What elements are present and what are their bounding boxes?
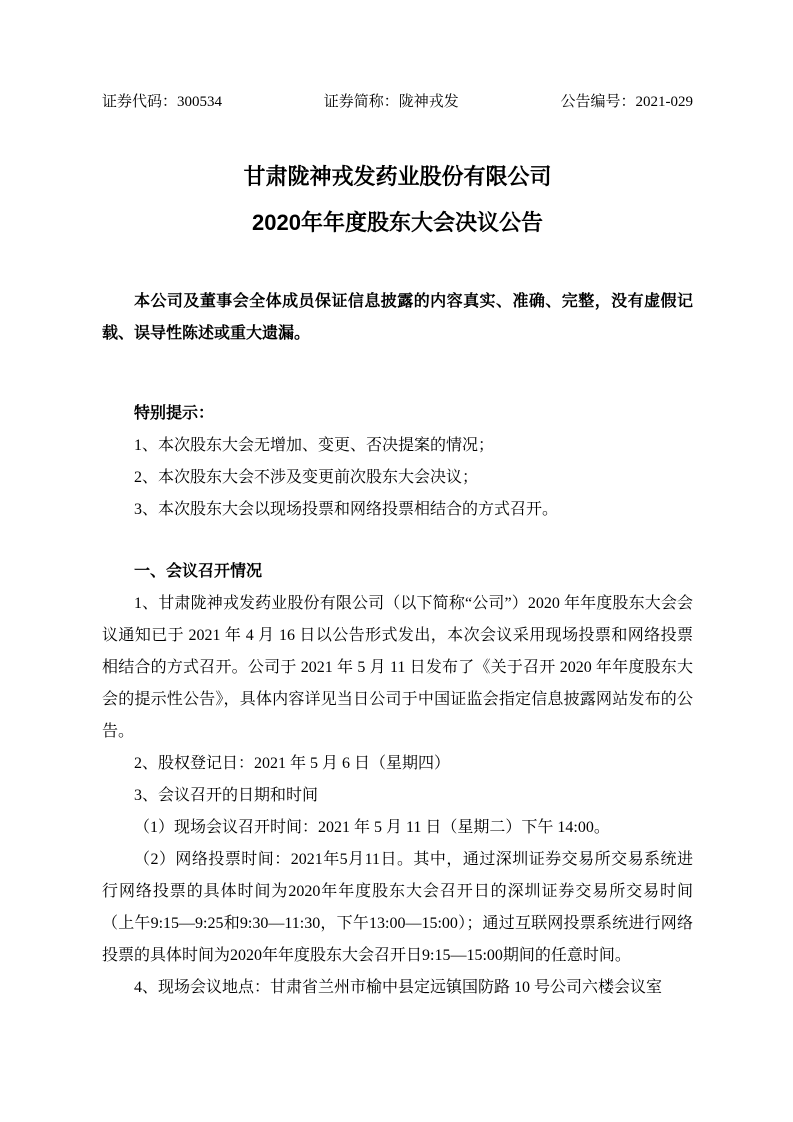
section1-body bbox=[102, 588, 693, 1004]
document-header bbox=[102, 92, 693, 112]
section1-paragraph-5: （2）网络投票时间：2021年5月11日。其中，通过深圳证券交易所交易系统进行网络投票的具体时间为2020年年度股东大会召开日的深圳证券交易所交易时间（上午9:15—9:25和9:30—11:30，下午13:00—15:00）；通过互联网投票系统进行网络投票的具体时间为2020年年度股东大会召开日9:15—15:00期间的任意时间。 bbox=[102, 851, 693, 964]
special-notice-item-1: 1、本次股东大会无增加、变更、否决提案的情况； bbox=[134, 437, 495, 454]
company-name-title: 甘肃陇神戎发药业股份有限公司 bbox=[243, 164, 552, 189]
section1-paragraph-6: 4、现场会议地点：甘肃省兰州市榆中县定远镇国防路 10 号公司六楼会议室 bbox=[134, 979, 663, 996]
stock-abbr: 证券简称：陇神戎发 bbox=[323, 94, 459, 110]
section1-paragraph-1: 1、甘肃陇神戎发药业股份有限公司（以下简称“公司”）2020 年年度股东大会会议通知已于 2021 年 4 月 16 日以公告形式发出，本次会议采用现场投票和网络投票相结合的方式召开。公司于 2021 年 5 月 11 日发布了《关于召开 2020 年年度股东大会的提示性公告》，具体内容详见当日公司于中国证监会指定信息披露网站发布的公告。 bbox=[102, 595, 693, 740]
announcement-number: 公告编号：2021-029 bbox=[560, 94, 693, 110]
special-notice-item-3: 3、本次股东大会以现场投票和网络投票相结合的方式召开。 bbox=[134, 501, 559, 518]
section1-paragraph-4: （1）现场会议召开时间：2021 年 5 月 11 日（星期二）下午 14:00。 bbox=[134, 819, 610, 836]
title-block bbox=[102, 154, 693, 246]
section1-paragraph-2: 2、股权登记日：2021 年 5 月 6 日（星期四） bbox=[134, 755, 451, 772]
section1-paragraph-3: 3、会议召开的日期和时间 bbox=[134, 787, 319, 804]
declaration-paragraph: 本公司及董事会全体成员保证信息披露的内容真实、准确、完整，没有虚假记载、误导性陈述或重大遗漏。 bbox=[102, 293, 693, 342]
special-notice-item-2: 2、本次股东大会不涉及变更前次股东大会决议； bbox=[134, 469, 479, 486]
section1-heading: 一、会议召开情况 bbox=[134, 563, 263, 580]
special-notice-section bbox=[102, 398, 693, 526]
special-notice-heading: 特别提示： bbox=[134, 405, 215, 422]
stock-code: 证券代码：300534 bbox=[102, 94, 223, 110]
document-title: 2020年年度股东大会决议公告 bbox=[252, 210, 543, 235]
